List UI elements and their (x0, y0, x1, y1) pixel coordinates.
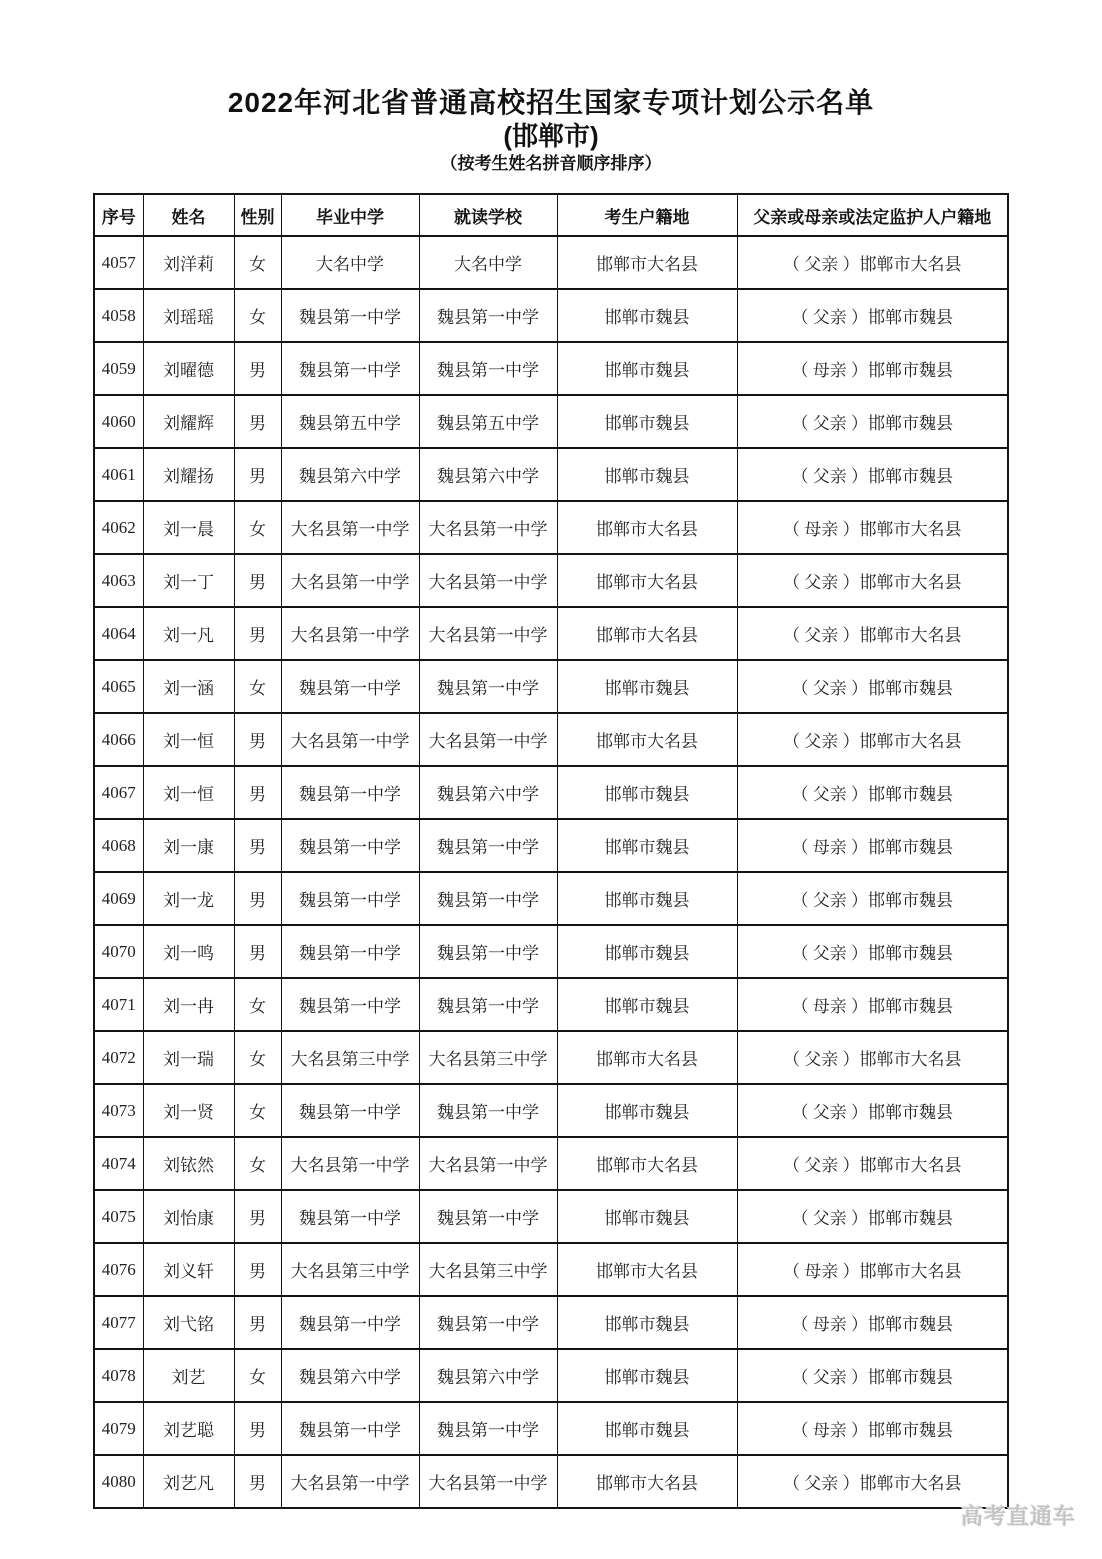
cell-attending-school: 魏县第一中学 (419, 1402, 557, 1455)
table-row (94, 1296, 1008, 1349)
cell-serial: 4080 (94, 1455, 143, 1508)
cell-name: 刘一冉 (143, 978, 234, 1031)
cell-candidate-residence: 邯郸市魏县 (557, 289, 737, 342)
table-row (94, 1031, 1008, 1084)
cell-name: 刘瑶瑶 (143, 289, 234, 342)
cell-gender: 男 (234, 448, 281, 501)
cell-graduate-school: 大名县第三中学 (281, 1243, 419, 1296)
cell-attending-school: 魏县第六中学 (419, 766, 557, 819)
cell-gender: 女 (234, 1084, 281, 1137)
cell-guardian-residence: （ 父亲 ）邯郸市魏县 (737, 289, 1008, 342)
header-row (94, 194, 1008, 236)
cell-candidate-residence: 邯郸市大名县 (557, 501, 737, 554)
cell-serial: 4077 (94, 1296, 143, 1349)
column-header-3: 毕业中学 (281, 194, 419, 236)
cell-attending-school: 大名县第一中学 (419, 554, 557, 607)
cell-graduate-school: 大名县第一中学 (281, 1137, 419, 1190)
cell-candidate-residence: 邯郸市魏县 (557, 766, 737, 819)
cell-candidate-residence: 邯郸市魏县 (557, 872, 737, 925)
cell-name: 刘一恒 (143, 766, 234, 819)
column-header-2: 性别 (234, 194, 281, 236)
cell-name: 刘一丁 (143, 554, 234, 607)
cell-candidate-residence: 邯郸市魏县 (557, 1296, 737, 1349)
cell-graduate-school: 魏县第六中学 (281, 448, 419, 501)
cell-serial: 4064 (94, 607, 143, 660)
cell-graduate-school: 大名县第一中学 (281, 607, 419, 660)
cell-name: 刘一龙 (143, 872, 234, 925)
cell-guardian-residence: （ 父亲 ）邯郸市大名县 (737, 1455, 1008, 1508)
cell-guardian-residence: （ 父亲 ）邯郸市大名县 (737, 1031, 1008, 1084)
cell-name: 刘一鸣 (143, 925, 234, 978)
cell-graduate-school: 大名县第一中学 (281, 554, 419, 607)
cell-candidate-residence: 邯郸市魏县 (557, 1349, 737, 1402)
table-row (94, 766, 1008, 819)
page-title: 2022年河北省普通高校招生国家专项计划公示名单 (227, 87, 875, 118)
cell-attending-school: 大名县第一中学 (419, 501, 557, 554)
cell-gender: 女 (234, 236, 281, 289)
cell-serial: 4070 (94, 925, 143, 978)
table-header (94, 194, 1008, 236)
cell-guardian-residence: （ 父亲 ）邯郸市魏县 (737, 448, 1008, 501)
cell-graduate-school: 魏县第一中学 (281, 1190, 419, 1243)
cell-name: 刘艺 (143, 1349, 234, 1402)
cell-graduate-school: 魏县第一中学 (281, 1402, 419, 1455)
cell-name: 刘一晨 (143, 501, 234, 554)
cell-attending-school: 魏县第一中学 (419, 978, 557, 1031)
cell-serial: 4068 (94, 819, 143, 872)
table-row (94, 236, 1008, 289)
table-row (94, 448, 1008, 501)
table-row (94, 1084, 1008, 1137)
table-body (94, 236, 1008, 1508)
table-row (94, 289, 1008, 342)
cell-candidate-residence: 邯郸市大名县 (557, 1455, 737, 1508)
cell-gender: 男 (234, 1402, 281, 1455)
cell-attending-school: 大名县第三中学 (419, 1243, 557, 1296)
cell-candidate-residence: 邯郸市大名县 (557, 1243, 737, 1296)
cell-name: 刘义轩 (143, 1243, 234, 1296)
cell-name: 刘艺凡 (143, 1455, 234, 1508)
cell-name: 刘曜德 (143, 342, 234, 395)
cell-guardian-residence: （ 父亲 ）邯郸市魏县 (737, 1190, 1008, 1243)
cell-gender: 男 (234, 925, 281, 978)
table-row (94, 925, 1008, 978)
cell-gender: 男 (234, 342, 281, 395)
cell-attending-school: 魏县第一中学 (419, 660, 557, 713)
cell-name: 刘弋铭 (143, 1296, 234, 1349)
cell-name: 刘一恒 (143, 713, 234, 766)
cell-gender: 女 (234, 660, 281, 713)
cell-gender: 男 (234, 1243, 281, 1296)
cell-guardian-residence: （ 父亲 ）邯郸市魏县 (737, 660, 1008, 713)
cell-graduate-school: 魏县第一中学 (281, 978, 419, 1031)
cell-name: 刘洋莉 (143, 236, 234, 289)
cell-gender: 男 (234, 872, 281, 925)
cell-candidate-residence: 邯郸市大名县 (557, 236, 737, 289)
cell-gender: 女 (234, 978, 281, 1031)
cell-attending-school: 魏县第一中学 (419, 1084, 557, 1137)
cell-guardian-residence: （ 父亲 ）邯郸市魏县 (737, 395, 1008, 448)
table-row (94, 554, 1008, 607)
cell-attending-school: 魏县第一中学 (419, 342, 557, 395)
cell-serial: 4074 (94, 1137, 143, 1190)
cell-gender: 女 (234, 289, 281, 342)
cell-candidate-residence: 邯郸市魏县 (557, 660, 737, 713)
cell-guardian-residence: （ 母亲 ）邯郸市魏县 (737, 342, 1008, 395)
cell-attending-school: 大名县第一中学 (419, 1455, 557, 1508)
table-row (94, 1402, 1008, 1455)
cell-candidate-residence: 邯郸市大名县 (557, 554, 737, 607)
cell-graduate-school: 大名县第一中学 (281, 501, 419, 554)
cell-name: 刘一凡 (143, 607, 234, 660)
cell-name: 刘艺聪 (143, 1402, 234, 1455)
cell-graduate-school: 魏县第一中学 (281, 342, 419, 395)
cell-serial: 4057 (94, 236, 143, 289)
cell-guardian-residence: （ 父亲 ）邯郸市大名县 (737, 1137, 1008, 1190)
cell-gender: 男 (234, 1296, 281, 1349)
cell-attending-school: 魏县第一中学 (419, 925, 557, 978)
table-row (94, 1349, 1008, 1402)
cell-serial: 4066 (94, 713, 143, 766)
cell-graduate-school: 魏县第一中学 (281, 660, 419, 713)
cell-gender: 男 (234, 713, 281, 766)
cell-name: 刘铱然 (143, 1137, 234, 1190)
cell-graduate-school: 魏县第一中学 (281, 766, 419, 819)
cell-guardian-residence: （ 母亲 ）邯郸市大名县 (737, 1243, 1008, 1296)
cell-guardian-residence: （ 父亲 ）邯郸市魏县 (737, 1349, 1008, 1402)
table-row (94, 395, 1008, 448)
cell-graduate-school: 大名中学 (281, 236, 419, 289)
cell-candidate-residence: 邯郸市魏县 (557, 978, 737, 1031)
table-row (94, 342, 1008, 395)
cell-name: 刘怡康 (143, 1190, 234, 1243)
table-row (94, 872, 1008, 925)
cell-attending-school: 大名县第一中学 (419, 607, 557, 660)
cell-guardian-residence: （ 母亲 ）邯郸市魏县 (737, 978, 1008, 1031)
cell-graduate-school: 魏县第六中学 (281, 1349, 419, 1402)
cell-name: 刘一瑞 (143, 1031, 234, 1084)
cell-serial: 4072 (94, 1031, 143, 1084)
cell-candidate-residence: 邯郸市大名县 (557, 713, 737, 766)
table-row (94, 713, 1008, 766)
cell-serial: 4076 (94, 1243, 143, 1296)
cell-serial: 4062 (94, 501, 143, 554)
cell-gender: 女 (234, 1349, 281, 1402)
column-header-6: 父亲或母亲或法定监护人户籍地 (737, 194, 1008, 236)
cell-candidate-residence: 邯郸市大名县 (557, 1137, 737, 1190)
table-row (94, 1243, 1008, 1296)
cell-guardian-residence: （ 父亲 ）邯郸市魏县 (737, 766, 1008, 819)
cell-gender: 女 (234, 501, 281, 554)
cell-graduate-school: 魏县第一中学 (281, 872, 419, 925)
cell-candidate-residence: 邯郸市魏县 (557, 448, 737, 501)
cell-serial: 4075 (94, 1190, 143, 1243)
watermark: 高考直通车 (960, 1504, 1076, 1529)
cell-attending-school: 大名县第一中学 (419, 713, 557, 766)
cell-guardian-residence: （ 父亲 ）邯郸市魏县 (737, 1084, 1008, 1137)
cell-attending-school: 魏县第六中学 (419, 1349, 557, 1402)
cell-guardian-residence: （ 父亲 ）邯郸市大名县 (737, 236, 1008, 289)
cell-candidate-residence: 邯郸市大名县 (557, 1031, 737, 1084)
column-header-0: 序号 (94, 194, 143, 236)
cell-serial: 4058 (94, 289, 143, 342)
page-subtitle-note: （按考生姓名拼音顺序排序） (440, 154, 662, 173)
cell-serial: 4069 (94, 872, 143, 925)
cell-gender: 男 (234, 554, 281, 607)
cell-name: 刘耀辉 (143, 395, 234, 448)
cell-guardian-residence: （ 父亲 ）邯郸市魏县 (737, 872, 1008, 925)
cell-serial: 4067 (94, 766, 143, 819)
cell-attending-school: 魏县第五中学 (419, 395, 557, 448)
cell-guardian-residence: （ 母亲 ）邯郸市魏县 (737, 1296, 1008, 1349)
cell-graduate-school: 大名县第一中学 (281, 1455, 419, 1508)
cell-attending-school: 魏县第一中学 (419, 1296, 557, 1349)
table-row (94, 501, 1008, 554)
cell-gender: 男 (234, 607, 281, 660)
cell-serial: 4071 (94, 978, 143, 1031)
cell-graduate-school: 魏县第一中学 (281, 289, 419, 342)
table-row (94, 1190, 1008, 1243)
cell-graduate-school: 大名县第三中学 (281, 1031, 419, 1084)
cell-serial: 4065 (94, 660, 143, 713)
cell-guardian-residence: （ 父亲 ）邯郸市魏县 (737, 925, 1008, 978)
cell-serial: 4063 (94, 554, 143, 607)
column-header-1: 姓名 (143, 194, 234, 236)
cell-graduate-school: 大名县第一中学 (281, 713, 419, 766)
cell-gender: 女 (234, 1137, 281, 1190)
cell-candidate-residence: 邯郸市魏县 (557, 1402, 737, 1455)
column-header-5: 考生户籍地 (557, 194, 737, 236)
cell-candidate-residence: 邯郸市大名县 (557, 607, 737, 660)
cell-graduate-school: 魏县第一中学 (281, 819, 419, 872)
cell-name: 刘一涵 (143, 660, 234, 713)
cell-guardian-residence: （ 父亲 ）邯郸市大名县 (737, 713, 1008, 766)
title-block (0, 86, 1102, 176)
cell-serial: 4073 (94, 1084, 143, 1137)
table-row (94, 607, 1008, 660)
cell-serial: 4079 (94, 1402, 143, 1455)
cell-candidate-residence: 邯郸市魏县 (557, 1190, 737, 1243)
cell-graduate-school: 魏县第一中学 (281, 1084, 419, 1137)
cell-serial: 4060 (94, 395, 143, 448)
table-row (94, 660, 1008, 713)
cell-gender: 女 (234, 1031, 281, 1084)
cell-guardian-residence: （ 母亲 ）邯郸市大名县 (737, 501, 1008, 554)
cell-name: 刘一贤 (143, 1084, 234, 1137)
cell-gender: 男 (234, 1190, 281, 1243)
cell-gender: 男 (234, 766, 281, 819)
table-row (94, 978, 1008, 1031)
cell-guardian-residence: （ 母亲 ）邯郸市魏县 (737, 819, 1008, 872)
cell-candidate-residence: 邯郸市魏县 (557, 925, 737, 978)
cell-graduate-school: 魏县第一中学 (281, 925, 419, 978)
table-row (94, 1455, 1008, 1508)
cell-candidate-residence: 邯郸市魏县 (557, 819, 737, 872)
cell-guardian-residence: （ 父亲 ）邯郸市大名县 (737, 554, 1008, 607)
cell-attending-school: 大名县第一中学 (419, 1137, 557, 1190)
cell-guardian-residence: （ 母亲 ）邯郸市魏县 (737, 1402, 1008, 1455)
table-row (94, 1137, 1008, 1190)
cell-graduate-school: 魏县第五中学 (281, 395, 419, 448)
students-table (93, 193, 1009, 1509)
cell-name: 刘一康 (143, 819, 234, 872)
cell-candidate-residence: 邯郸市魏县 (557, 342, 737, 395)
cell-candidate-residence: 邯郸市魏县 (557, 395, 737, 448)
cell-serial: 4059 (94, 342, 143, 395)
cell-name: 刘耀扬 (143, 448, 234, 501)
cell-attending-school: 魏县第一中学 (419, 289, 557, 342)
cell-attending-school: 魏县第一中学 (419, 1190, 557, 1243)
cell-candidate-residence: 邯郸市魏县 (557, 1084, 737, 1137)
cell-attending-school: 魏县第六中学 (419, 448, 557, 501)
cell-attending-school: 魏县第一中学 (419, 819, 557, 872)
cell-attending-school: 魏县第一中学 (419, 872, 557, 925)
cell-serial: 4078 (94, 1349, 143, 1402)
cell-gender: 男 (234, 819, 281, 872)
cell-attending-school: 大名中学 (419, 236, 557, 289)
cell-serial: 4061 (94, 448, 143, 501)
page-subtitle-city: (邯郸市) (503, 121, 599, 151)
cell-graduate-school: 魏县第一中学 (281, 1296, 419, 1349)
cell-gender: 男 (234, 395, 281, 448)
cell-gender: 男 (234, 1455, 281, 1508)
table-row (94, 819, 1008, 872)
column-header-4: 就读学校 (419, 194, 557, 236)
cell-attending-school: 大名县第三中学 (419, 1031, 557, 1084)
cell-guardian-residence: （ 父亲 ）邯郸市大名县 (737, 607, 1008, 660)
